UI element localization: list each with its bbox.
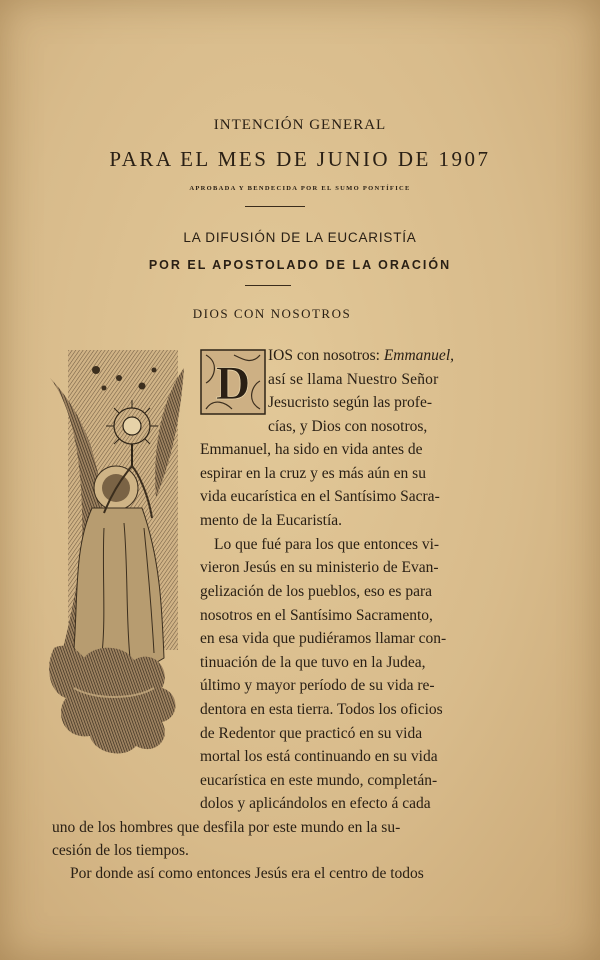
body-line: último y mayor período de su vida re-: [200, 677, 435, 694]
body-line: mento de la Eucaristía.: [200, 512, 343, 529]
body-line: Lo que fué para los que entonces vi-: [214, 536, 440, 553]
section-subtitle: POR EL APOSTOLADO DE LA ORACIÓN: [148, 258, 452, 272]
body-line: gelización de los pueblos, eso es para: [200, 583, 432, 600]
body-line: espirar en la cruz y es más aún en su: [200, 465, 426, 482]
body-line: mortal los está continuando en su vida: [200, 748, 438, 765]
section-title: LA DIFUSIÓN DE LA EUCARISTÍA: [183, 230, 417, 245]
body-line: en esa vida que pudiéramos llamar con-: [200, 630, 447, 647]
body-line: eucarística en este mundo, completán-: [200, 772, 438, 789]
body-line: nosotros en el Santísimo Sacramento,: [200, 607, 433, 624]
drop-cap-letter: [200, 349, 266, 415]
angel-monstrance-engraving: [44, 348, 188, 766]
drop-cap-text: D: [215, 357, 251, 410]
body-line: Emmanuel, ha sido en vida antes de: [200, 441, 423, 458]
body-line: así se llama Nuestro Señor: [268, 371, 439, 388]
approval-note: APROBADA Y BENDECIDA POR EL SUMO PONTÍFICE: [189, 185, 411, 192]
body-line: dentora en esta tierra. Todos los oficios: [200, 701, 443, 718]
header-subtitle: INTENCIÓN GENERAL: [213, 117, 387, 133]
body-line: cesión de los tiempos.: [52, 842, 189, 859]
body-line: tinuación de la que tuvo en la Judea,: [200, 654, 426, 671]
body-line: cías, y Dios con nosotros,: [268, 418, 428, 435]
body-line: uno de los hombres que desfila por este mundo en la su-: [52, 819, 401, 836]
body-line: IOS con nosotros: Emmanuel,: [268, 347, 454, 364]
divider: [245, 285, 291, 286]
body-line: Jesucristo según las profe-: [268, 394, 432, 411]
body-line: vieron Jesús en su ministerio de Evan-: [200, 559, 439, 576]
divider: [245, 206, 305, 207]
header-title: PARA EL MES DE JUNIO DE 1907: [109, 147, 491, 171]
body-line: dolos y aplicándolos en efecto á cada: [200, 795, 431, 812]
body-line: vida eucarística en el Santísimo Sacra-: [200, 488, 440, 505]
article-heading: DIOS CON NOSOTROS: [192, 306, 352, 321]
body-line: de Redentor que practicó en su vida: [200, 725, 423, 742]
body-line: Por donde así como entonces Jesús era el centro de todos: [70, 865, 424, 882]
